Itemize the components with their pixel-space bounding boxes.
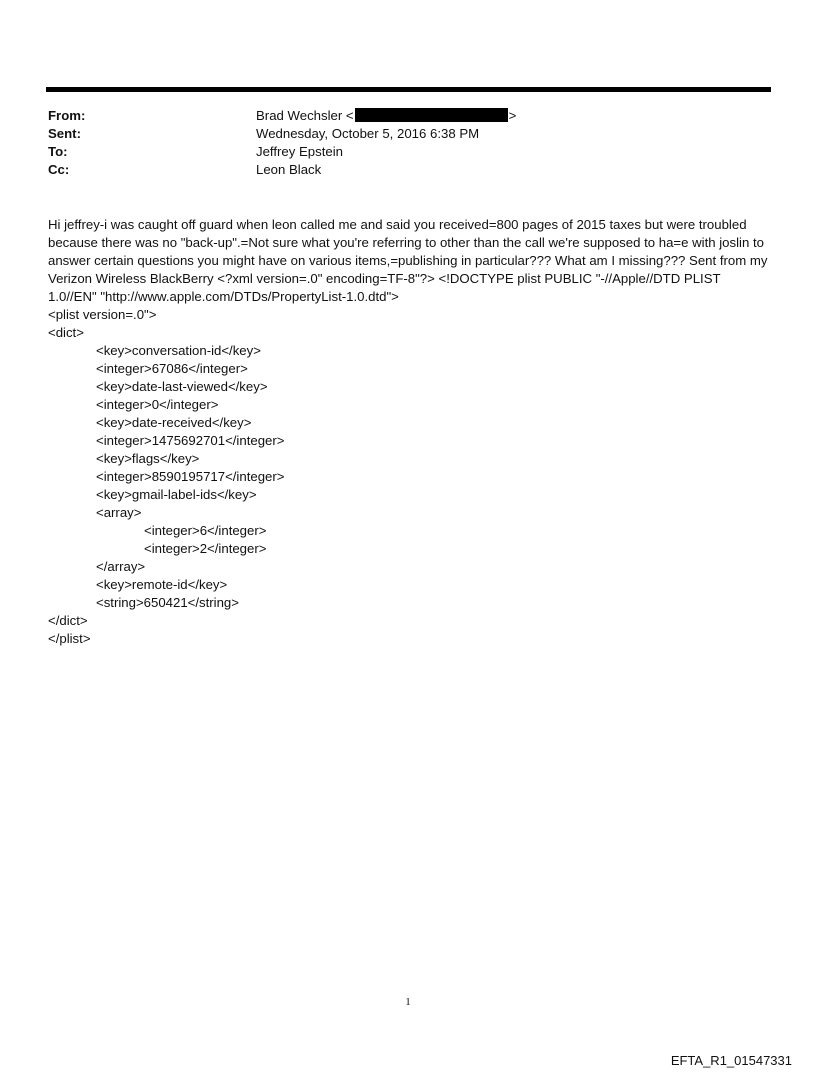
plist-line: <integer>67086</integer> [96, 361, 248, 376]
to-label: To: [48, 144, 68, 159]
plist-line: </dict> [48, 613, 88, 628]
plist-line: <array> [96, 505, 142, 520]
from-row [48, 107, 748, 125]
plist-line: <integer>6</integer> [144, 523, 267, 538]
from-label: From: [48, 108, 86, 123]
sent-row [48, 125, 748, 143]
page-number: 1 [405, 996, 411, 1008]
sent-value: Wednesday, October 5, 2016 6:38 PM [256, 126, 480, 141]
plist-line: <key>conversation-id</key> [96, 343, 261, 358]
document-id: EFTA_R1_01547331 [670, 1053, 792, 1068]
plist-line: <key>gmail-label-ids</key> [96, 487, 257, 502]
plist-line: <plist version=.0"> [48, 307, 157, 322]
header-rule [46, 87, 771, 92]
plist-line: <key>date-last-viewed</key> [96, 379, 268, 394]
email-body [48, 216, 768, 648]
plist-line: <dict> [48, 325, 84, 340]
cc-row [48, 161, 748, 179]
plist-line: <key>date-received</key> [96, 415, 252, 430]
from-close: > [508, 108, 517, 123]
plist-line: </plist> [48, 631, 91, 646]
plist-line: <key>flags</key> [96, 451, 200, 466]
redaction-box [355, 108, 508, 122]
cc-value: Leon Black [256, 162, 322, 177]
sent-label: Sent: [48, 126, 81, 141]
from-value [256, 107, 748, 125]
to-row [48, 143, 748, 161]
plist-line: <integer>0</integer> [96, 397, 219, 412]
email-header [48, 107, 748, 179]
cc-label: Cc: [48, 162, 70, 177]
plist-line: <integer>1475692701</integer> [96, 433, 285, 448]
plist-line: <string>650421</string> [96, 595, 239, 610]
plist-line: <key>remote-id</key> [96, 577, 228, 592]
from-name: Brad Wechsler < [256, 108, 354, 123]
plist-line: </array> [96, 559, 146, 574]
plist-line: <integer>8590195717</integer> [96, 469, 285, 484]
to-value: Jeffrey Epstein [256, 144, 343, 159]
body-paragraph: Hi jeffrey-i was caught off guard when leon called me and said you received=800 pages of 2015 taxes but were troubled because there was no "back-up".=Not sure what you're referring to other than the call we're supposed to ha=e with joslin to answer certain questions you might have on various items,=publishing in particular??? What am I missing??? Sent from my Verizon Wireless BlackBerry <?xml version=.0" encoding=TF-8"?> <!DOCTYPE plist PUBLIC "-//Apple//DTD PLIST 1.0//EN" "http://www.apple.com/DTDs/PropertyList-1.0.dtd"> [48, 217, 768, 304]
plist-line: <integer>2</integer> [144, 541, 267, 556]
